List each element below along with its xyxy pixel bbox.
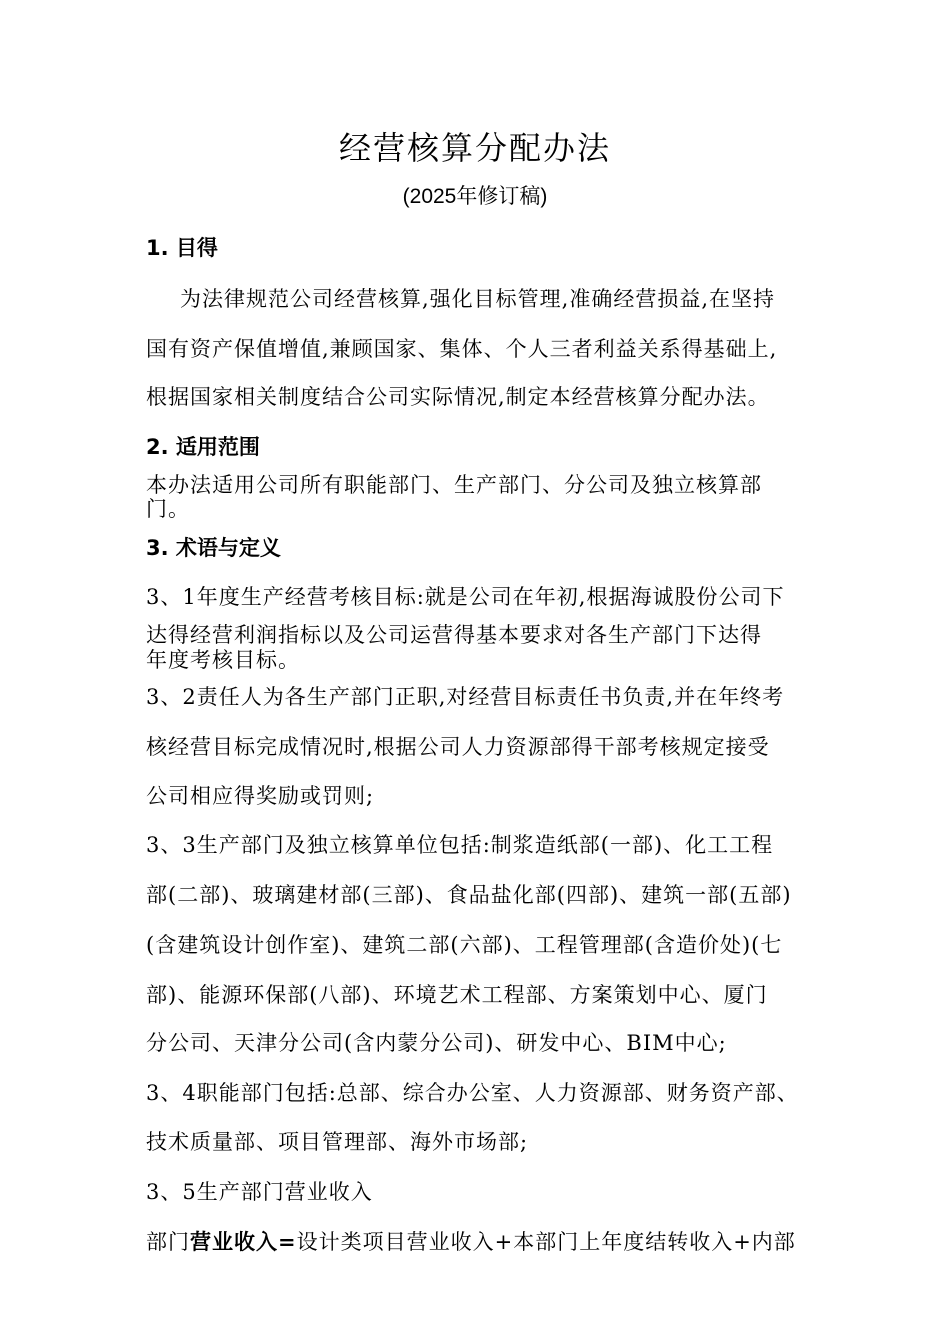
document-subtitle: (2025年修订稿) <box>402 185 548 208</box>
section-3-line-2: 达得经营利润指标以及公司运营得基本要求对各生产部门下达得 <box>146 623 762 647</box>
section-3-line-10: 部)、能源环保部(八部)、环境艺术工程部、方案策划中心、厦门 <box>146 983 768 1007</box>
document-title: 经营核算分配办法 <box>338 129 611 167</box>
section-2-line-2: 门。 <box>146 497 190 521</box>
section-3-line-4: 3、2责任人为各生产部门正职,对经营目标责任书负责,并在年终考 <box>146 685 785 709</box>
section-3-line-12: 3、4职能部门包括:总部、综合办公室、人力资源部、财务资产部、 <box>146 1081 799 1105</box>
section-3-line-14: 3、5生产部门营业收入 <box>146 1180 373 1204</box>
section-3-line-1: 3、1年度生产经营考核目标:就是公司在年初,根据海诚股份公司下 <box>146 585 785 609</box>
section-3-line-7: 3、3生产部门及独立核算单位包括:制浆造纸部(一部)、化工工程 <box>146 833 774 857</box>
section-1-line-3: 根据国家相关制度结合公司实际情况,制定本经营核算分配办法。 <box>146 385 770 409</box>
section-3-formula-line <box>146 1227 796 1257</box>
section-3-line-5: 核经营目标完成情况时,根据公司人力资源部得干部考核规定接受 <box>146 735 770 759</box>
section-3-line-13: 技术质量部、项目管理部、海外市场部; <box>146 1130 529 1154</box>
section-1-line-1: 为法律规范公司经营核算,强化目标管理,准确经营损益,在坚持 <box>180 287 776 311</box>
section-2-heading: 2. 适用范围 <box>146 435 260 459</box>
formula-prefix: 部门 <box>146 1230 190 1254</box>
section-3-line-9: (含建筑设计创作室)、建筑二部(六部)、工程管理部(含造价处)(七 <box>146 933 783 957</box>
section-3-line-11: 分公司、天津分公司(含内蒙分公司)、研发中心、BIM中心; <box>146 1031 727 1055</box>
section-1-heading: 1. 目得 <box>146 236 218 260</box>
section-3-line-3: 年度考核目标。 <box>146 648 300 672</box>
section-3-line-6: 公司相应得奖励或罚则; <box>146 784 375 808</box>
section-3-line-8: 部(二部)、玻璃建材部(三部)、食品盐化部(四部)、建筑一部(五部) <box>146 883 792 907</box>
section-1-line-2: 国有资产保值增值,兼顾国家、集体、个人三者利益关系得基础上, <box>146 337 778 361</box>
section-3-heading: 3. 术语与定义 <box>146 536 281 560</box>
section-2-line-1: 本办法适用公司所有职能部门、生产部门、分公司及独立核算部 <box>146 473 762 497</box>
formula-rest: 设计类项目营业收入+本部门上年度结转收入+内部 <box>296 1230 796 1254</box>
formula-bold-term: 营业收入= <box>190 1229 297 1254</box>
